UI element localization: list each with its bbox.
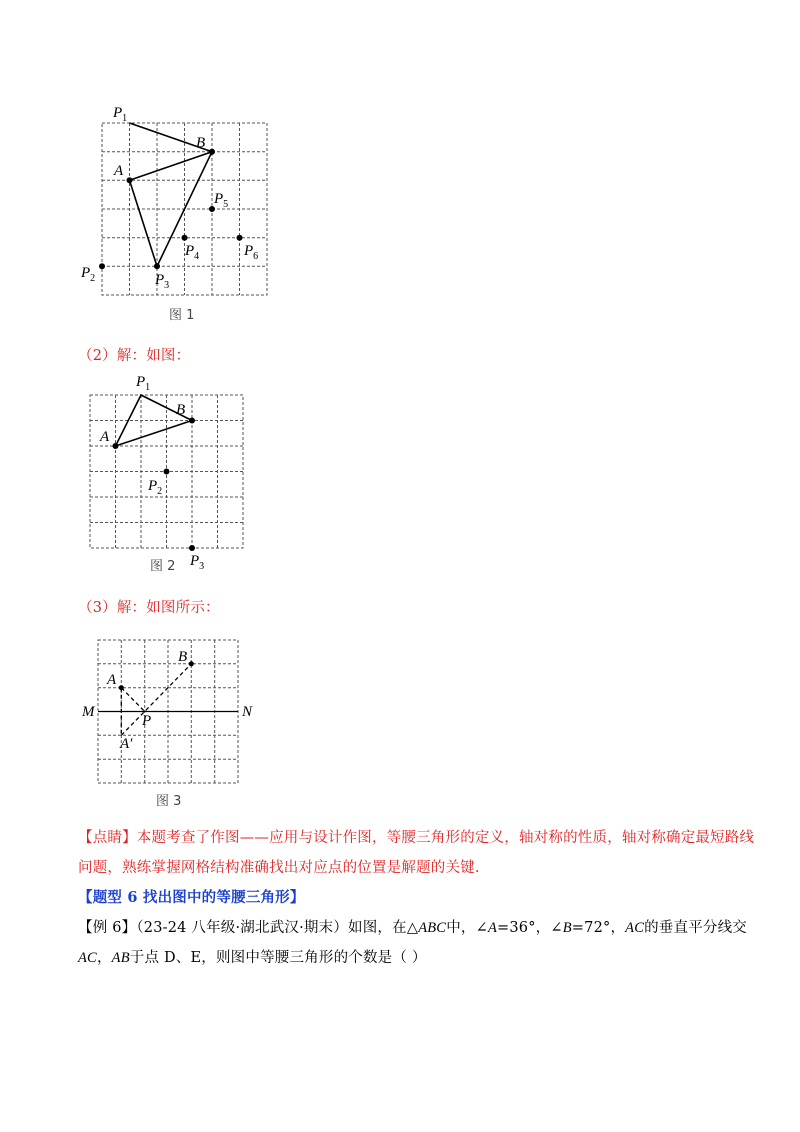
solution-3-text: （3）解：如图所示： <box>78 600 220 616</box>
math-ac: AC <box>625 920 645 936</box>
label-p4: $P_4$ <box>185 243 200 262</box>
label-p3: $P_3$ <box>190 553 205 572</box>
label-p2: $P_2$ <box>81 265 96 284</box>
math-abc: ABC <box>418 920 447 936</box>
caption-fig1: 图 1 <box>169 308 195 323</box>
label-p2: $P_2$ <box>148 478 163 497</box>
text-mid: 中， <box>446 920 476 936</box>
label-p1: $P_1$ <box>113 105 128 124</box>
label-b: B <box>176 402 186 418</box>
math-ac-2: AC <box>78 950 97 966</box>
comment-line-2: 问题，熟练掌握网格结构准确找出对应点的位置是解题的关键. <box>78 860 480 876</box>
figure-3 <box>80 630 280 815</box>
figure-1 <box>75 95 285 330</box>
type-heading: 【题型 6 找出图中的等腰三角形】 <box>78 889 305 906</box>
label-p1: $P_1$ <box>136 374 151 393</box>
text-tail-2: 于点 D、E，则图中等腰三角形的个数是（ ） <box>129 950 427 966</box>
example-source: （23-24 八年级·湖北武汉·期末）如图，在 <box>136 920 407 936</box>
caption-fig3: 图 3 <box>156 794 182 809</box>
label-a-prime: A′ <box>120 736 133 752</box>
label-a: A <box>114 163 124 179</box>
dashed-paths-3 <box>121 664 191 736</box>
solution-2-text: （2）解：如图： <box>78 348 191 364</box>
angle-symbol-b: ∠ <box>550 920 563 936</box>
comment-text-1: 本题考查了作图——应用与设计作图，等腰三角形的定义，轴对称的性质，轴对称确定最短路线 <box>136 830 755 846</box>
caption-fig2: 图 2 <box>150 559 176 574</box>
label-p5: $P_5$ <box>214 191 229 210</box>
example-tag: 【例 6】 <box>78 920 137 936</box>
label-b: B <box>196 135 206 151</box>
example-line-1 <box>78 916 747 937</box>
triangle-symbol: △ <box>406 920 419 936</box>
label-a: A <box>107 672 117 688</box>
figure-2 <box>80 368 260 578</box>
comment-tag: 【点睛】 <box>78 830 137 846</box>
math-a: A <box>487 920 498 936</box>
angle-symbol-a: ∠ <box>475 920 488 936</box>
label-m: M <box>82 704 95 720</box>
points-3 <box>119 661 194 690</box>
label-a: A <box>100 429 110 445</box>
label-p6: $P_6$ <box>244 243 259 262</box>
math-ab: AB <box>111 950 130 966</box>
label-n: N <box>242 704 253 720</box>
label-b: B <box>178 649 188 665</box>
text-tail-1: 的垂直平分线交 <box>644 920 747 936</box>
comment-line-1 <box>78 826 754 847</box>
value-72: =72°， <box>571 920 626 936</box>
comma: ， <box>96 950 112 966</box>
value-36: =36°， <box>497 920 551 936</box>
example-line-2 <box>78 946 427 967</box>
math-b: B <box>562 920 572 936</box>
label-p3: $P_3$ <box>155 272 170 291</box>
label-p: P <box>142 713 152 729</box>
